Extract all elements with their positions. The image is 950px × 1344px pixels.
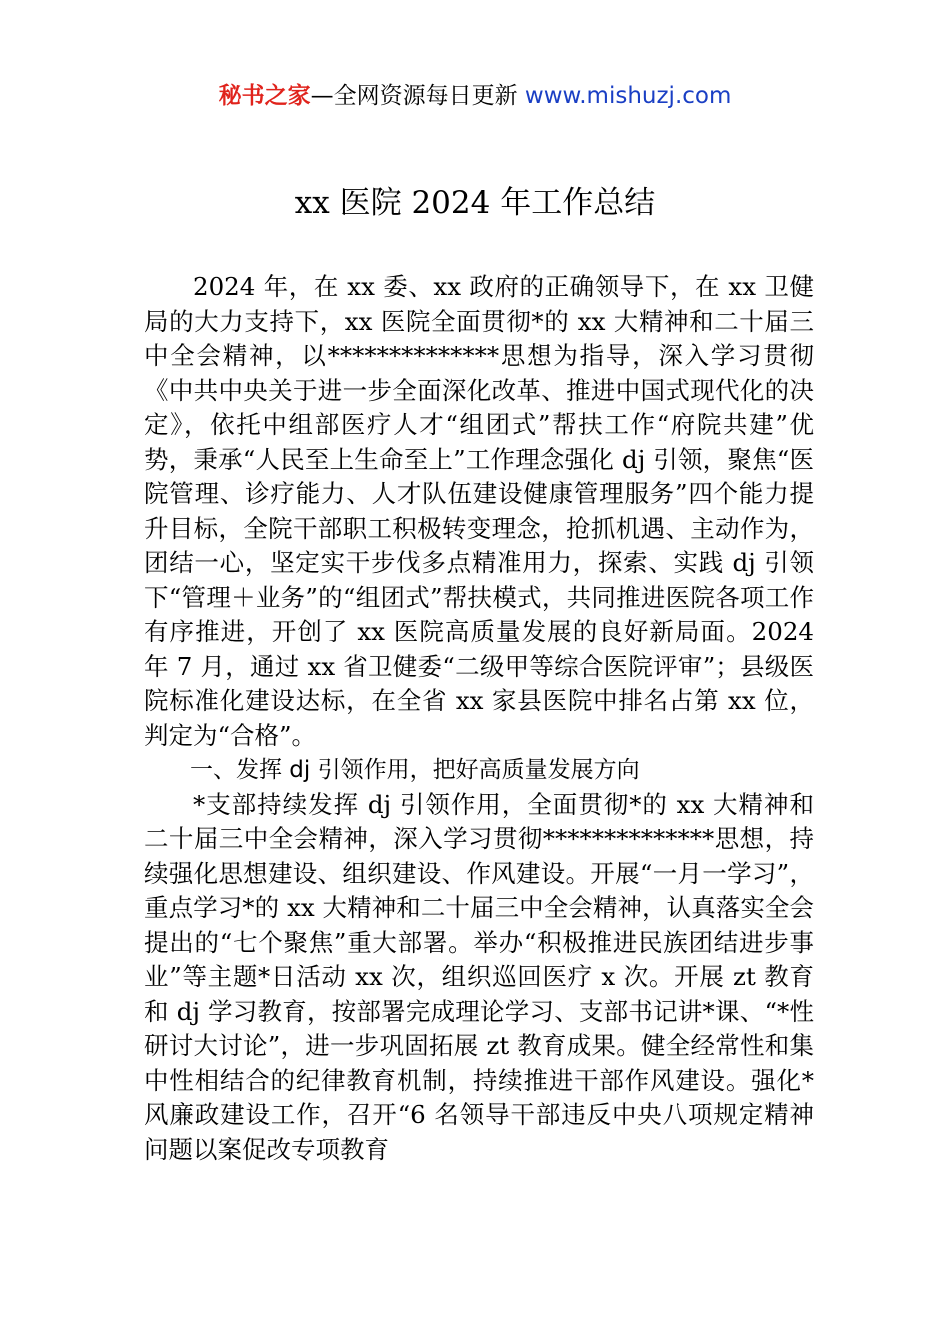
site-url-link[interactable]: www.mishuzj.com [524,83,732,109]
banner-tagline: —全网资源每日更新 [310,83,525,109]
section-heading: 一、发挥 dj 引领作用，把好高质量发展方向 [190,757,640,783]
intro-paragraph: 2024 年，在 xx 委、xx 政府的正确领导下，在 xx 卫健局的大力支持下，xx 医院全面贯彻*的 xx 大精神和二十届三中全会精神，以**************思想为指导，深入学习贯彻《中共中央关于进一步全面深化改革、推进中国式现代化的决定》，依托中组部医疗人才“组团式”帮扶工作“府院共建”优势，秉承“人民至上生命至上”工作理念强化 dj 引领，聚焦“医院管理、诊疗能力、人才队伍建设健康管理服务”四个能力提升目标，全院干部职工积极转变理念，抢抓机遇、主动作为，团结一心，坚定实干步伐多点精准用力，探索、实践 dj 引领下“管理＋业务”的“组团式”帮扶模式，共同推进医院各项工作有序推进，开创了 xx 医院高质量发展的良好新局面。2024 年 7 月，通过 xx 省卫健委“二级甲等综合医院评审”；县级医院标准化建设达标，在全省 xx 家县医院中排名占第 xx 位，判定为“合格”。 [144,272,814,750]
body-paragraph: *支部持续发挥 dj 引领作用，全面贯彻*的 xx 大精神和二十届三中全会精神，深入学习贯彻**************思想，持续强化思想建设、组织建设、作风建设。开展“一月一学习”，重点学习*的 xx 大精神和二十届三中全会精神，认真落实全会提出的“七个聚焦”重大部署。举办“积极推进民族团结进步事业”等主题*日活动 xx 次，组织巡回医疗 x 次。开展 zt 教育和 dj 学习教育，按部署完成理论学习、支部书记讲*课、“*性研讨大讨论”，进一步巩固拓展 zt 教育成果。健全经常性和集中性相结合的纪律教育机制，持续推进干部作风建设。强化*风廉政建设工作，召开“6 名领导干部违反中央八项规定精神问题以案促改专项教育 [144,789,814,1164]
document-title: xx 医院 2024 年工作总结 [294,185,656,221]
brand-name: 秘书之家 [218,83,311,109]
site-banner [0,80,950,112]
document-body [144,270,814,1167]
